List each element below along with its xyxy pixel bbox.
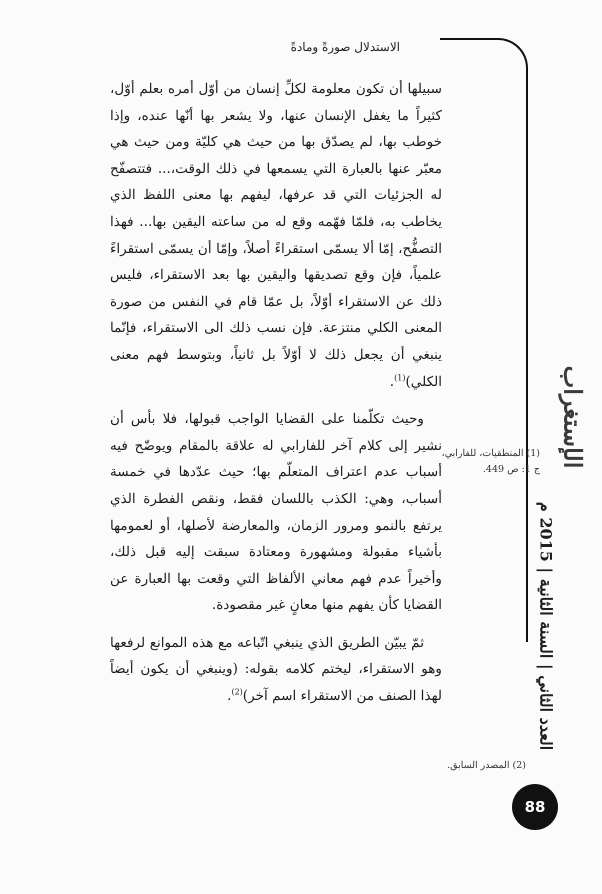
running-head: الاستدلال صورةً ومادةً <box>290 40 400 54</box>
page-frame <box>440 38 528 642</box>
paragraph-1: سبيلها أن تكون معلومة لكلِّ إنسان من أوّل أمره بعلم أوّل، كثيراً ما يغفل الإنسان عنها، ولا يشعر بها أنّها عنده، وإذا خوطب بها، لم يصدّق بها من حيث هي كليّة ومن حيث هي معبّر عنها بالعبارة التي يسمعها في ذلك الوقت،... فتتصفّح له الجزئيات التي قد عرفها، ليفهم بها معنى اللفظ الذي يخاطب به، فلمّا فهّمه وقع له من ساعته اليقين بها... فهذا التصفُّح، إمّا ألا يسمّى استقراءً أصلاً، وإمّا أن يسمّى استقراءً علمياً، فإن وقع تصديقها واليقين بها بعد الاستقراء، فليس ذلك عن الاستقراء أوّلاً، بل عمّا قام في النفس من صورة المعنى الكلي منتزعة. فإن نسب ذلك الى الاستقراء، فإنّما ينبغي أن يجعل ذلك لا أوّلاً بل ثانياً، وبتوسط فهم معنى الكلي)$^{(1)}$. <box>110 81 442 390</box>
footnote-2: (2) المصدر السابق. <box>447 760 526 771</box>
body-text <box>110 76 442 710</box>
page-number: 88 <box>512 784 558 830</box>
journal-logo: الإستغراب <box>558 365 588 469</box>
footnote-1: (1) المنطقيات، للفارابي، ج 1: ص 449. <box>441 448 540 475</box>
issue-info: العدد الثاني | السنة الثانية | 2015 م <box>536 501 556 751</box>
footnote-ref-2: (2) <box>231 687 243 697</box>
paragraph-3: ثمّ يبيّن الطريق الذي ينبغي اتّباعه مع هذه الموانع لرفعها وهو الاستقراء، ليختم كلامه بقوله: (وينبغي أن يكون أيضاً لهذا الصنف من الاستقراء اسم آخر)$^{(2)}$. <box>110 634 442 705</box>
paragraph-2: وحيث تكلّمنا على القضايا الواجب قبولها، فلا بأس أن نشير إلى كلام آخر للفارابي له علاقة بالمقام ويوضّح فيه أسباب عدم اعتراف المتعلّم بها؛ حيث عدّدها في خمسة أسباب، وهي: الكذب باللسان فقط، ونقص الفطرة الذي يرتفع بالنمو ومرور الزمان، والمعارضة لأصلها، أو لعمومها بأشياء مقبولة ومشهورة ومعتادة سبقت إليه قبل ذلك، وأخيراً عدم فهم معاني الألفاظ التي وقعت بها العبارة عن القضايا كأن يفهم منها معانٍ غير مقصودة. <box>110 411 442 614</box>
footnote-ref-1: (1) <box>394 373 406 382</box>
